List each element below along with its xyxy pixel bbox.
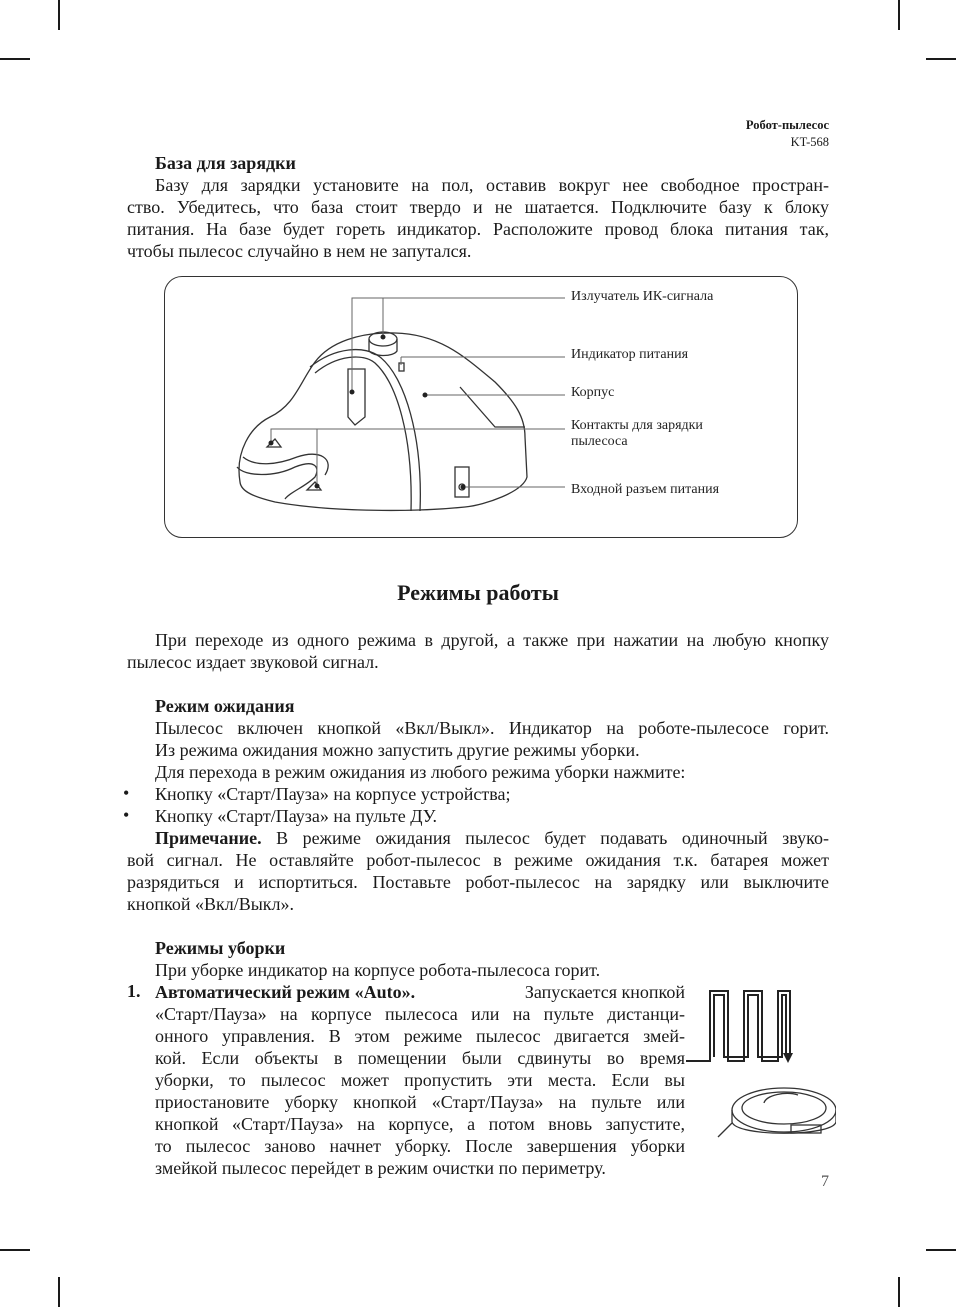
paragraph-line: кой. Если объекты в помещении были сдвинуты во время <box>155 1048 685 1068</box>
page-section-title: Режимы работы <box>397 580 559 605</box>
paragraph-line: уборки, то пылесос может пропустить эти места. Если вы <box>155 1070 685 1090</box>
list-number: 1. <box>127 981 141 1001</box>
paragraph-line: Базу для зарядки установите на пол, оставив вокруг нее свободное простран- <box>155 175 829 195</box>
bullet-item: Кнопку «Старт/Пауза» на пульте ДУ. <box>155 806 438 826</box>
paragraph-line: змейкой пылесос перейдет в режим очистки по периметру. <box>155 1158 606 1178</box>
paragraph-line: вой сигнал. Не оставляйте робот-пылесос в режиме ожидания т.к. батарея может <box>127 850 829 870</box>
item-title-rest: Запускается кнопкой <box>524 982 685 1002</box>
paragraph-line: питания. На базе будет гореть индикатор. Расположите провод блока питания так, <box>127 219 829 239</box>
paragraph-line: то пылесос заново начнет уборку. После завершения уборки <box>155 1136 685 1156</box>
label-charging-contacts: Контакты для зарядки <box>571 418 703 433</box>
bullet-glyph: • <box>123 805 130 825</box>
crop-mark <box>926 1249 956 1251</box>
crop-mark <box>58 0 60 30</box>
standby-section <box>127 695 829 915</box>
paragraph-line: Пылесос включен кнопкой «Вкл/Выкл». Индикатор на роботе-пылесосе горит. <box>155 718 829 738</box>
paragraph-line: приостановите уборку кнопкой «Старт/Пауза» на пульте или <box>155 1092 685 1112</box>
label-ir-emitter: Излучатель ИК-сигнала <box>571 289 714 304</box>
note-text: В режиме ожидания пылесос будет подавать одиночный звуко- <box>261 828 829 848</box>
label-charging-contacts-2: пылесоса <box>571 434 628 449</box>
section-heading: Режимы уборки <box>155 938 286 958</box>
arrow-down-icon <box>783 1053 793 1063</box>
paragraph-line: ство. Убедитесь, что база стоит твердо и не шатается. Подключите базу к блоку <box>127 197 829 217</box>
section-heading: Режим ожидания <box>155 696 295 716</box>
crop-mark <box>898 0 900 30</box>
robot-vacuum-icon <box>718 1088 836 1137</box>
header-product: Робот-пылесос <box>745 118 829 132</box>
paragraph-line: «Старт/Пауза» на корпусе пылесоса или на пульте дистанци- <box>155 1004 685 1024</box>
paragraph-line: разрядиться и испортиться. Поставьте робот-пылесос на зарядку или выключите <box>127 872 829 892</box>
paragraph-line: При переходе из одного режима в другой, а также при нажатии на любую кнопку <box>155 630 829 650</box>
item-title: Автоматический режим «Auto». <box>155 982 416 1002</box>
paragraph-line: кнопкой «Вкл/Выкл». <box>127 894 295 914</box>
crop-mark <box>0 1249 30 1251</box>
crop-mark <box>58 1277 60 1307</box>
paragraph-line: чтобы пылесос случайно в нем не запутался. <box>127 241 472 261</box>
charging-base-section <box>127 152 829 262</box>
label-power-jack: Входной разъем питания <box>571 482 720 497</box>
auto-mode-item <box>155 981 685 1179</box>
paragraph-line: кнопкой «Старт/Пауза» на корпусе, а потом вновь запустите, <box>155 1114 685 1134</box>
paragraph-line: пылесос издает звуковой сигнал. <box>127 652 379 672</box>
page-number: 7 <box>821 1173 829 1190</box>
section-heading: База для зарядки <box>155 153 296 173</box>
zigzag-path-illustration <box>686 985 836 1155</box>
note-line <box>127 827 829 849</box>
charging-base-illustration <box>165 277 799 539</box>
note-label: Примечание. <box>155 828 262 848</box>
item-first-line <box>155 981 685 1003</box>
bullet-glyph: • <box>123 783 130 803</box>
crop-mark <box>0 58 30 60</box>
label-body: Корпус <box>571 385 615 400</box>
crop-mark <box>898 1277 900 1307</box>
paragraph-line: Из режима ожидания можно запустить другие режимы уборки. <box>155 740 640 760</box>
paragraph-line: При уборке индикатор на корпусе робота-пылесоса горит. <box>155 960 601 980</box>
cleaning-section <box>127 937 687 981</box>
header-model: KT-568 <box>790 135 829 149</box>
running-header <box>746 117 829 151</box>
modes-intro <box>127 629 829 673</box>
crop-mark <box>926 58 956 60</box>
bullet-item: Кнопку «Старт/Пауза» на корпусе устройства; <box>155 784 511 804</box>
paragraph-line: Для перехода в режим ожидания из любого режима уборки нажмите: <box>155 762 686 782</box>
paragraph-line: онного управления. В этом режиме пылесос двигается змей- <box>155 1026 685 1046</box>
label-power-indicator: Индикатор питания <box>571 347 689 362</box>
charging-base-figure <box>164 276 798 538</box>
